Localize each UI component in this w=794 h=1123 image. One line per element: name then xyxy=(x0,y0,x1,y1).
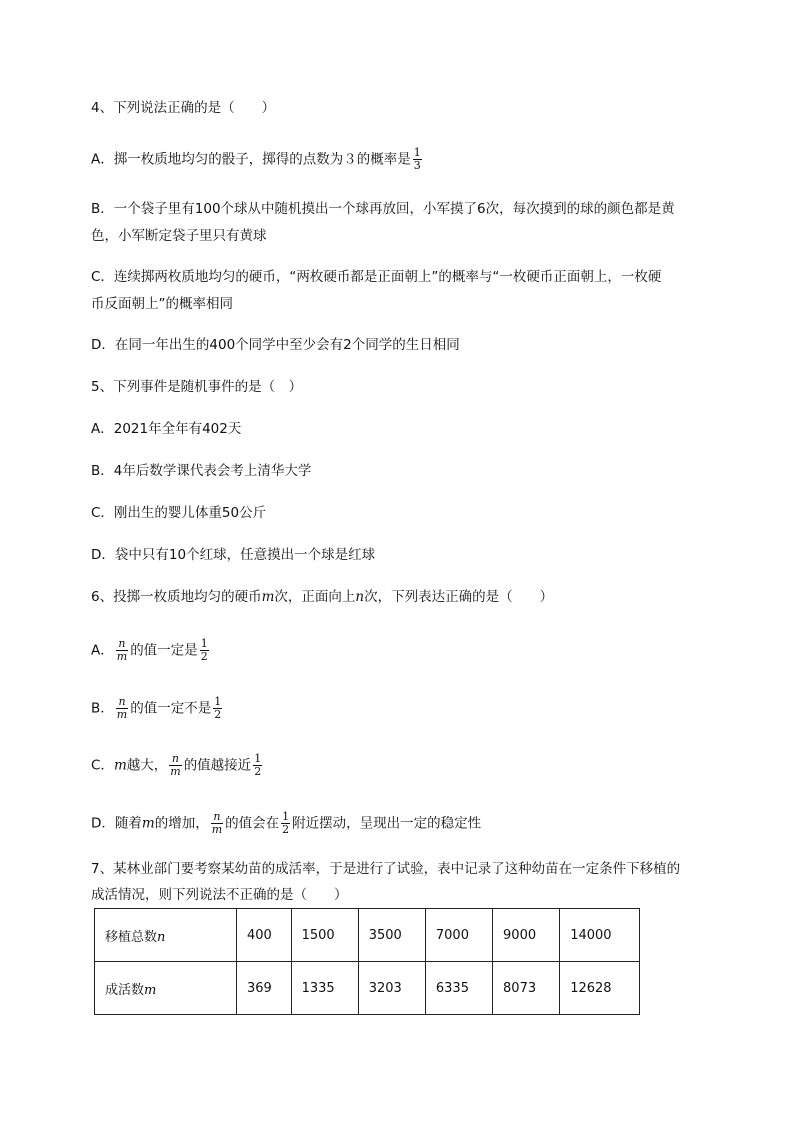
q4-option-a-text: A．掷一枚质地均匀的骰子，掷得的点数为３的概率是 xyxy=(91,151,411,168)
q4-stem: 4、下列说法正确的是（ ） xyxy=(91,100,276,116)
q7-stem-line1: 7、某林业部门要考察某幼苗的成活率，于是进行了试验，表中记录了这种幼苗在一定条件下移植的 xyxy=(91,861,681,877)
table-cell: 1335 xyxy=(291,962,358,1015)
fraction-n-over-m: $\frac{n}{m}$ xyxy=(116,695,128,721)
q6-option-a: A． $\frac{n}{m}$ 的值一定是 $\frac{1}{2}$ xyxy=(91,637,208,663)
q5-option-d: D．袋中只有10个红球，任意摸出一个球是红球 xyxy=(91,547,376,563)
var-n: n xyxy=(355,589,365,605)
table-row xyxy=(95,962,640,1015)
q4-option-b-line1: B．一个袋子里有100个球从中随机摸出一个球再放回，小军摸了6次，每次摸到的球的颜色都是黄 xyxy=(91,201,675,217)
table-cell-row2-label: 成活数m xyxy=(95,962,237,1015)
q5-option-b: B．4年后数学课代表会考上清华大学 xyxy=(91,463,312,479)
fraction-one-half: $\frac{1}{2}$ xyxy=(282,810,290,836)
var-m: m xyxy=(261,589,275,605)
table-cell: 369 xyxy=(237,962,292,1015)
q4-option-d: D．在同一年出生的400个同学中至少会有2个同学的生日相同 xyxy=(91,337,460,353)
fraction-one-half: $\frac{1}{2}$ xyxy=(254,752,262,778)
q6-option-b: B． $\frac{n}{m}$ 的值一定不是 $\frac{1}{2}$ xyxy=(91,695,222,721)
table-cell: 9000 xyxy=(493,909,560,962)
q4-option-b-line2: 色，小军断定袋子里只有黄球 xyxy=(91,228,267,244)
q5-option-a: A．2021年全年有402天 xyxy=(91,421,242,437)
q5-option-c: C．刚出生的婴儿体重50公斤 xyxy=(91,505,267,521)
q7-stem-line2: 成活情况，则下列说法不正确的是（ ） xyxy=(91,887,348,903)
table-cell: 12628 xyxy=(560,962,640,1015)
table-cell: 8073 xyxy=(493,962,560,1015)
q4-option-a xyxy=(91,147,424,172)
q4-option-c-line2: 币反面朝上”的概率相同 xyxy=(91,296,233,312)
seedling-table xyxy=(94,908,640,1015)
q5-stem: 5、下列事件是随机事件的是（ ） xyxy=(91,379,303,395)
fraction-one-half: $\frac{1}{2}$ xyxy=(200,637,208,663)
q6-stem: 6、投掷一枚质地均匀的硬币m次，正面向上n次，下列表达正确的是（ ） xyxy=(91,589,554,605)
q6-option-c: C．m越大， $\frac{n}{m}$ 的值越接近 $\frac{1}{2}$ xyxy=(91,752,262,778)
table-cell: 400 xyxy=(237,909,292,962)
table-cell: 6335 xyxy=(425,962,492,1015)
fraction-one-third: $\frac{1}{3}$ xyxy=(413,146,421,172)
q4-option-c-line1: C．连续掷两枚质地均匀的硬币，“两枚硬币都是正面朝上”的概率与“一枚硬币正面朝上，一枚硬 xyxy=(91,269,662,285)
table-cell-row1-label: 移植总数n xyxy=(95,909,237,962)
table-cell: 1500 xyxy=(291,909,358,962)
fraction-n-over-m: $\frac{n}{m}$ xyxy=(170,752,181,778)
fraction-one-half: $\frac{1}{2}$ xyxy=(214,695,222,721)
table-cell: 3203 xyxy=(358,962,425,1015)
table-cell: 7000 xyxy=(425,909,492,962)
table-cell: 3500 xyxy=(358,909,425,962)
q6-option-d: D．随着m的增加， $\frac{n}{m}$ 的值会在 $\frac{1}{2}$ 附近摆动，呈现出一定的稳定性 xyxy=(91,810,482,836)
table-row xyxy=(95,909,640,962)
table-cell: 14000 xyxy=(560,909,640,962)
fraction-n-over-m: $\frac{n}{m}$ xyxy=(116,637,128,663)
fraction-n-over-m: $\frac{n}{m}$ xyxy=(211,810,223,836)
